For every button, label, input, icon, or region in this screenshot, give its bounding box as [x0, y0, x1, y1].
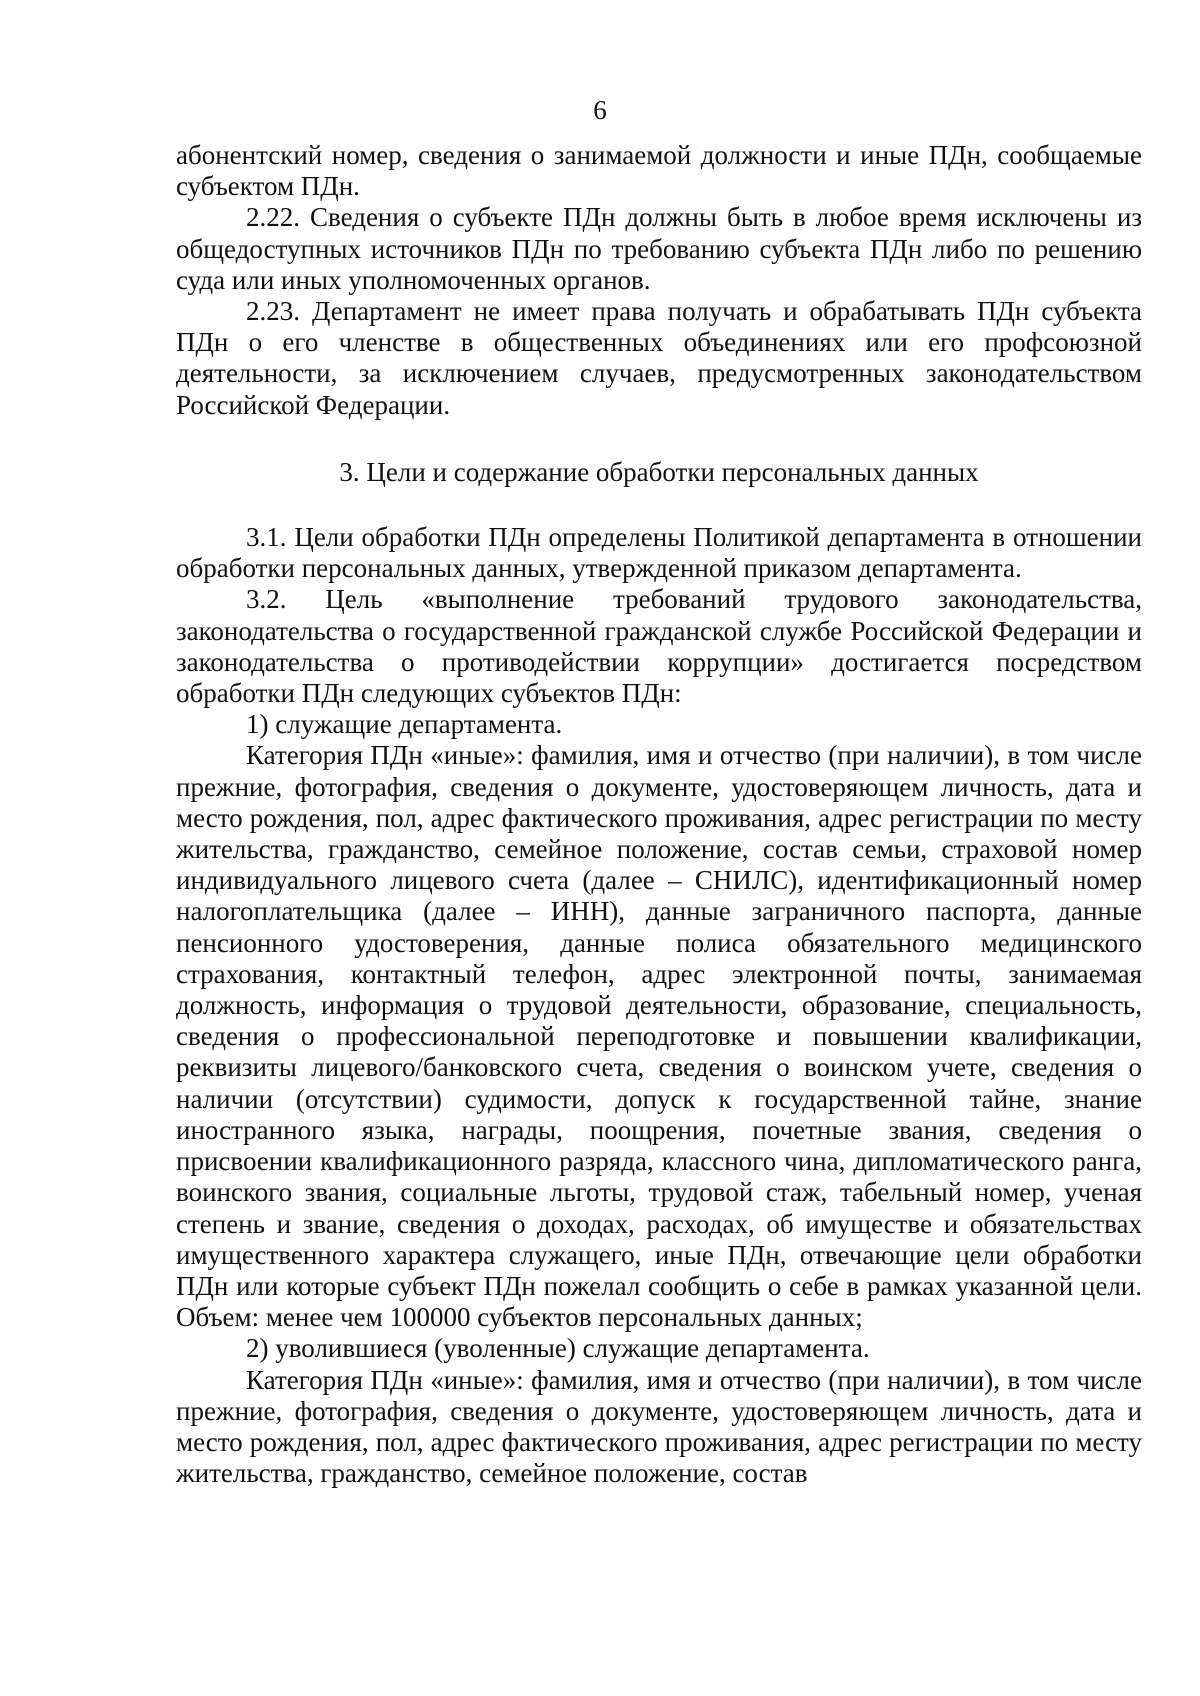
paragraph-2-22: 2.22. Сведения о субъекте ПДн должны быть в любое время исключены из общедоступных источников ПДн по требованию субъекта ПДн либо по решению суда или иных уполномоченных органов.	[176, 202, 1142, 295]
paragraph-3-2: 3.2. Цель «выполнение требований трудового законодательства, законодательства о государственной гражданской службе Российской Федерации и законодательства о противодействии коррупции» достигается посредством обработки ПДн следующих субъектов ПДн:	[176, 584, 1142, 709]
page-number: 6	[593, 95, 607, 125]
paragraph-3-1: 3.1. Цели обработки ПДн определены Политикой департамента в отношении обработки персональных данных, утвержденной приказом департамента.	[176, 522, 1142, 584]
list-item-2: 2) уволившиеся (уволенные) служащие департамента.	[246, 1333, 870, 1364]
paragraph-2-23: 2.23. Департамент не имеет права получать и обрабатывать ПДн субъекта ПДн о его членстве в общественных объединениях или его профсоюзной деятельности, за исключением случаев, предусмотренных законодательством Российской Федерации.	[176, 296, 1142, 420]
document-body	[176, 140, 1142, 1489]
section-heading: 3. Цели и содержание обработки персональных данных	[339, 456, 979, 487]
paragraph-category-2: Категория ПДн «иные»: фамилия, имя и отчество (при наличии), в том числе прежние, фотография, сведения о документе, удостоверяющем личность, дата и место рождения, пол, адрес фактического проживания, адрес регистрации по месту жительства, гражданство, семейное положение, состав	[176, 1364, 1142, 1489]
paragraph-category-1: Категория ПДн «иные»: фамилия, имя и отчество (при наличии), в том числе прежние, фотография, сведения о документе, удостоверяющем личность, дата и место рождения, пол, адрес фактического проживания, адрес регистрации по месту жительства, гражданство, семейное положение, состав семьи, страховой номер индивидуального лицевого счета (далее – СНИЛС), идентификационный номер налогоплательщика (далее – ИНН), данные заграничного паспорта, данные пенсионного удостоверения, данные полиса обязательного медицинского страхования, контактный телефон, адрес электронной почты, занимаемая должность, информация о трудовой деятельности, образование, специальность, сведения о профессиональной переподготовке и повышении квалификации, реквизиты лицевого/банковского счета, сведения о воинском учете, сведения о наличии (отсутствии) судимости, допуск к государственной тайне, знание иностранного языка, награды, поощрения, почетные звания, сведения о присвоении квалификационного разряда, классного чина, дипломатического ранга, воинского звания, социальные льготы, трудовой стаж, табельный номер, ученая степень и звание, сведения о доходах, расходах, об имуществе и обязательствах имущественного характера служащего, иные ПДн, отвечающие цели обработки ПДн или которые субъект ПДн пожелал сообщить о себе в рамках указанной цели. Объем: менее чем 100000 субъектов персональных данных;	[176, 740, 1142, 1333]
list-item-1: 1) служащие департамента.	[246, 709, 563, 740]
paragraph-continuation: абонентский номер, сведения о занимаемой должности и иные ПДн, сообщаемые субъектом ПДн.	[176, 140, 1142, 202]
